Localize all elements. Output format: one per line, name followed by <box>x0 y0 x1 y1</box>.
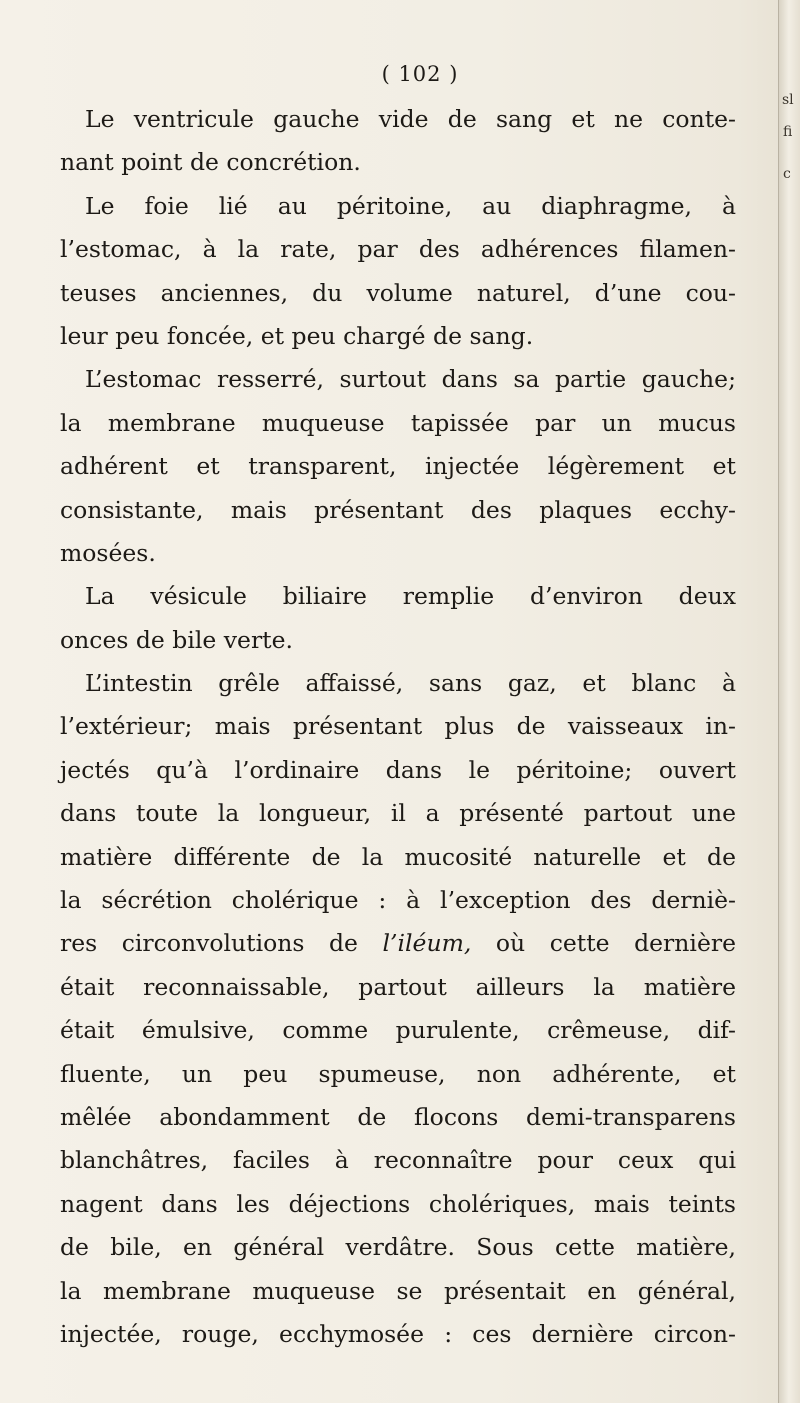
text-line: L’intestin grêle affaissé, sans gaz, et blanc à <box>85 669 736 698</box>
text-line: nant point de concrétion. <box>60 148 361 177</box>
text-line: consistante, mais présentant des plaques ecchy- <box>60 495 736 524</box>
body-text <box>60 98 736 1356</box>
text-line: dans toute la longueur, il a présenté partout une <box>60 799 736 828</box>
text-line: jectés qu’à l’ordinaire dans le péritoine; ouvert <box>60 755 736 784</box>
text-line: la membrane muqueuse se présentait en général, <box>60 1276 736 1305</box>
text-line: était émulsive, comme purulente, crêmeuse, dif- <box>60 1016 736 1045</box>
italic-term: l’iléum, <box>382 929 472 958</box>
text-line: injectée, rouge, ecchymosée : ces dernière circon- <box>60 1319 736 1348</box>
text-line: l’estomac, à la rate, par des adhérences filamen- <box>60 235 736 264</box>
text-line: la sécrétion cholérique : à l’exception des derniè- <box>60 886 736 915</box>
text-line <box>60 922 736 965</box>
text-line: matière différente de la mucosité naturelle et de <box>60 842 736 871</box>
edge-mark: fi <box>783 124 793 140</box>
adjacent-page-edge <box>778 0 800 1403</box>
text-line: L’estomac resserré, surtout dans sa partie gauche; <box>85 365 736 394</box>
text-line: La vésicule biliaire remplie d’environ deux <box>85 582 736 611</box>
edge-mark: sl <box>782 92 794 108</box>
text-line: blanchâtres, faciles à reconnaître pour ceux qui <box>60 1146 736 1175</box>
text-fragment: res circonvolutions de <box>60 929 383 958</box>
edge-mark: c <box>783 166 791 182</box>
text-line: Le ventricule gauche vide de sang et ne conte- <box>85 105 736 133</box>
text-line: adhérent et transparent, injectée légèrement et <box>60 452 736 481</box>
text-line: Le foie lié au péritoine, au diaphragme, à <box>85 191 736 220</box>
text-line: était reconnaissable, partout ailleurs la matière <box>60 972 736 1001</box>
text-line: l’extérieur; mais présentant plus de vaisseaux in- <box>60 712 736 741</box>
text-line: nagent dans les déjections cholériques, mais teints <box>60 1189 736 1218</box>
text-line: mosées. <box>60 538 156 567</box>
text-line: de bile, en général verdâtre. Sous cette matière, <box>60 1233 736 1262</box>
text-line: onces de bile verte. <box>60 625 293 654</box>
page-number: ( 102 ) <box>381 62 459 86</box>
text-line: la membrane muqueuse tapissée par un mucus <box>60 408 736 437</box>
text-line: teuses anciennes, du volume naturel, d’une cou- <box>60 278 736 307</box>
text-line: mêlée abondamment de flocons demi-transparens <box>60 1102 736 1131</box>
text-line: fluente, un peu spumeuse, non adhérente, et <box>60 1059 736 1088</box>
text-fragment: où cette dernière <box>471 929 736 958</box>
text-line: leur peu foncée, et peu chargé de sang. <box>60 321 534 350</box>
